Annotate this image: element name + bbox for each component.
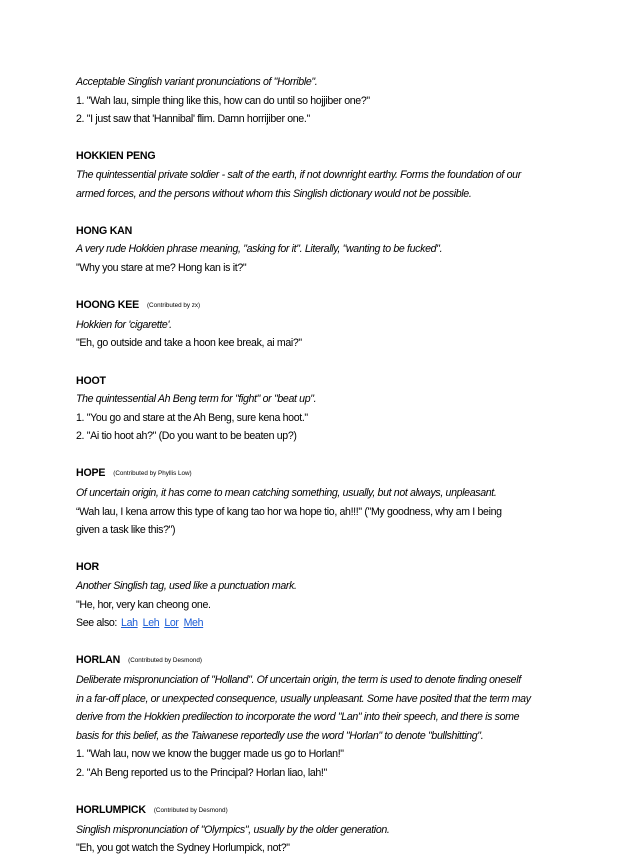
example-line: "Eh, go outside and take a hoon kee break, ai mai?" — [76, 337, 302, 350]
contributor-note: (Contributed by Desmond) — [153, 807, 228, 815]
intro-definition: Acceptable Singlish variant pronunciations of "Horrible". — [76, 76, 318, 88]
entry-heading — [76, 558, 598, 577]
entry-heading — [76, 801, 598, 821]
entry-definition: Hokkien for 'cigarette'. — [76, 318, 172, 331]
dictionary-entry — [76, 222, 598, 278]
entry-term: HOKKIEN PENG — [76, 150, 156, 163]
example-line: “Wah lau, I kena arrow this type of kang tao hor wa hope tio, ah!!!" ("My goodness, why am I being — [76, 505, 502, 518]
dictionary-entry — [76, 558, 598, 632]
entry-definition: armed forces, and the persons without whom this Singlish dictionary would not be possible. — [76, 187, 472, 200]
dictionary-entry — [76, 464, 598, 539]
see-also-link[interactable]: Leh — [142, 617, 160, 630]
example-line: "Eh, you got watch the Sydney Horlumpick, not?" — [76, 842, 290, 855]
entry-definition: A very rude Hokkien phrase meaning, "asking for it". Literally, "wanting to be fucked". — [76, 243, 443, 256]
entry-definition: derive from the Hokkien predilection to incorporate the word "Lan" into their speech, and there is some — [76, 711, 520, 724]
entry-term: HOONG KEE — [76, 299, 139, 312]
dictionary-entry — [76, 147, 598, 203]
intro-block — [76, 73, 598, 129]
example-line: 1. "You go and stare at the Ah Beng, sure kena hoot." — [76, 411, 308, 424]
see-also-link[interactable]: Lor — [164, 617, 179, 630]
example-line: "Why you stare at me? Hong kan is it?" — [76, 261, 247, 274]
entry-term: HORLAN — [76, 654, 121, 667]
entry-term: HONG KAN — [76, 224, 133, 237]
see-also-link[interactable]: Lah — [121, 617, 138, 630]
example-line: "He, hor, very kan cheong one. — [76, 598, 211, 611]
entry-definition: Deliberate mispronunciation of "Holland". Of uncertain origin, the term is used to denote finding oneself — [76, 674, 521, 686]
example-line: 2. "Ah Beng reported us to the Principal? Horlan liao, lah!" — [76, 766, 327, 779]
entry-definition: Singlish mispronunciation of "Olympics", usually by the older generation. — [76, 823, 390, 836]
entry-definition: Another Singlish tag, used like a punctuation mark. — [76, 580, 297, 593]
entry-term: HORLUMPICK — [76, 804, 146, 817]
contributor-note: (Contributed by zx) — [146, 302, 201, 310]
example-line: 2. "I just saw that 'Hannibal' flim. Damn horrijiber one." — [76, 113, 310, 126]
entry-definition: in a far-off place, or unexpected consequence, usually unpleasant. Some have posited that the term may — [76, 692, 531, 705]
contributor-note: (Contributed by Phyllis Low) — [113, 470, 192, 478]
example-line: 1. "Wah lau, simple thing like this, how can do until so hojjiber one?" — [76, 94, 370, 107]
example-line: given a task like this?") — [76, 524, 176, 537]
see-also — [76, 614, 598, 633]
entry-definition: The quintessential Ah Beng term for "fight" or "beat up". — [76, 393, 317, 406]
entry-heading — [76, 651, 598, 671]
entry-term: HOOT — [76, 374, 106, 387]
entry-term: HOR — [76, 561, 99, 574]
see-also-link[interactable]: Meh — [183, 617, 204, 630]
entry-definition: basis for this belief, as the Taiwanese reportedly use the word "Horlan" to denote "bullshitting". — [76, 729, 484, 742]
entry-definition: The quintessential private soldier - salt of the earth, if not downright earthy. Forms the foundation of our — [76, 168, 521, 181]
dictionary-entries — [76, 147, 598, 858]
dictionary-entry — [76, 651, 598, 782]
contributor-note: (Contributed by Desmond) — [128, 657, 202, 665]
dictionary-entry — [76, 372, 598, 446]
entry-heading — [76, 464, 598, 484]
entry-term: HOPE — [76, 467, 106, 480]
entry-heading — [76, 372, 598, 391]
entry-definition: Of uncertain origin, it has come to mean catching something, usually, but not always, unpleasant. — [76, 487, 497, 500]
example-line: 1. "Wah lau, now we know the bugger made us go to Horlan!" — [76, 748, 344, 761]
dictionary-entry — [76, 801, 598, 858]
see-also-label: See also: — [76, 617, 118, 630]
entry-heading — [76, 222, 598, 241]
intro-examples — [76, 92, 598, 129]
entry-heading — [76, 296, 598, 316]
dictionary-entry — [76, 296, 598, 353]
entry-heading — [76, 147, 598, 166]
example-line: 2. "Ai tio hoot ah?" (Do you want to be beaten up?) — [76, 430, 297, 443]
